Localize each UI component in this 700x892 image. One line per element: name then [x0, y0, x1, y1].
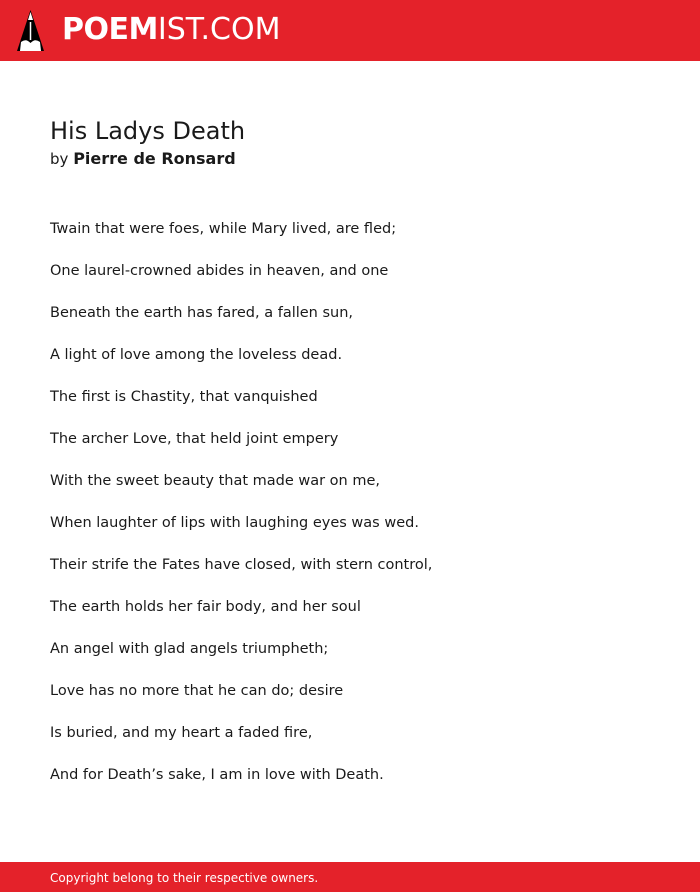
logo-light-text: IST.COM [157, 12, 281, 47]
poem-body [50, 218, 432, 806]
poem-line: One laurel-crowned abides in heaven, and one [50, 263, 389, 279]
poem-line: The first is Chastity, that vanquished [50, 389, 318, 405]
site-footer [0, 862, 700, 892]
poem-line: Beneath the earth has fared, a fallen sun, [50, 305, 354, 321]
site-header [0, 0, 700, 61]
poem-byline [50, 149, 236, 169]
byline-prefix: by [50, 150, 69, 168]
copyright-text: Copyright belong to their respective owners. [50, 871, 319, 885]
poem-line: An angel with glad angels triumpheth; [50, 641, 329, 657]
site-logo[interactable] [62, 12, 280, 48]
logo-strong-text: POEM [62, 12, 158, 47]
poem-line: Their strife the Fates have closed, with stern control, [50, 557, 433, 573]
poem-author: Pierre de Ronsard [73, 149, 236, 168]
pen-nib-icon[interactable] [17, 10, 44, 51]
poem-title: His Ladys Death [50, 117, 246, 145]
poem-line: The earth holds her fair body, and her soul [50, 599, 361, 615]
poem-line: And for Death’s sake, I am in love with Death. [50, 767, 384, 783]
poem-line: A light of love among the loveless dead. [50, 347, 343, 363]
poem-line: With the sweet beauty that made war on me, [50, 473, 381, 489]
poem-line: Twain that were foes, while Mary lived, are fled; [50, 221, 397, 237]
poem-line: When laughter of lips with laughing eyes was wed. [50, 515, 419, 531]
poem-line: The archer Love, that held joint empery [50, 431, 339, 447]
poem-line: Love has no more that he can do; desire [50, 683, 344, 699]
poem-line: Is buried, and my heart a faded fire, [50, 725, 313, 741]
